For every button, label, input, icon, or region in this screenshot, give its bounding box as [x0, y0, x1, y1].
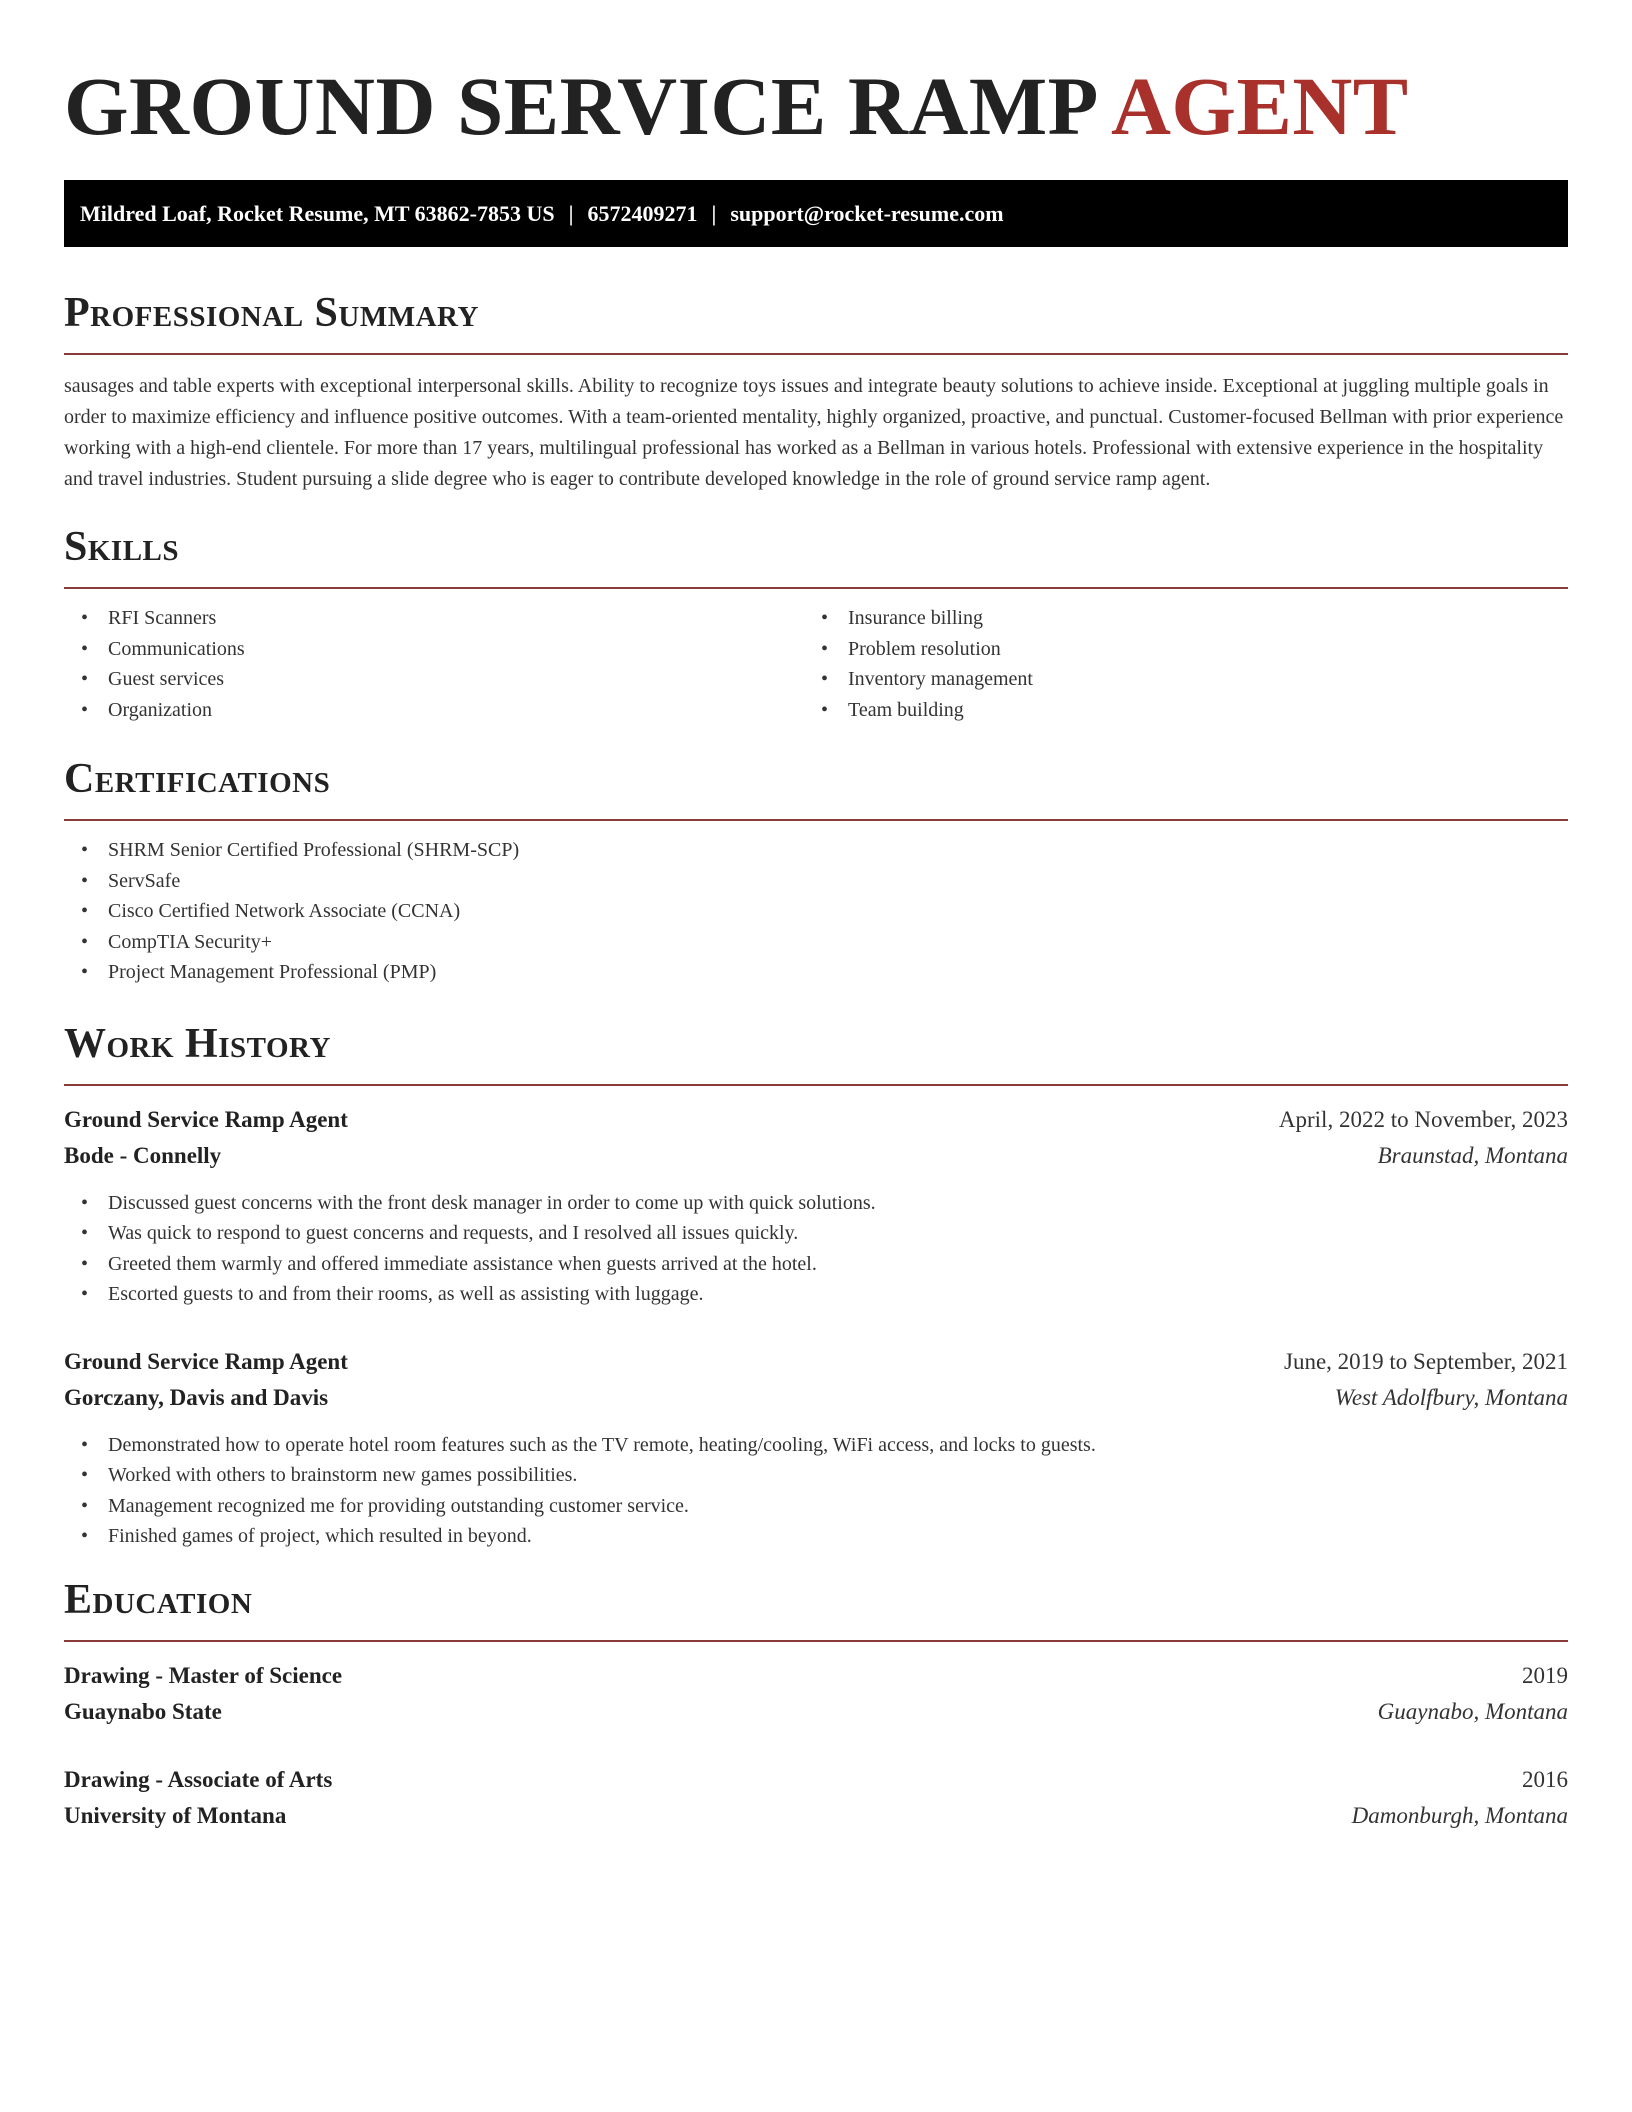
list-item: • Communications [64, 634, 804, 665]
contact-separator: | [711, 201, 717, 226]
skills-section [64, 521, 1568, 725]
list-item: • Management recognized me for providing outstanding customer service. [64, 1491, 1568, 1522]
job-dates: June, 2019 to September, 2021 [1284, 1348, 1568, 1374]
list-item: • Demonstrated how to operate hotel room features such as the TV remote, heating/cooling, WiFi access, and locks to guests. [64, 1430, 1568, 1461]
job-header-row [64, 1344, 1568, 1380]
job-entry [64, 1102, 1568, 1310]
list-item: • Insurance billing [804, 603, 1544, 634]
list-item: • Discussed guest concerns with the front desk manager in order to come up with quick solutions. [64, 1188, 1568, 1219]
job-entry [64, 1344, 1568, 1552]
job-location: Braunstad, Montana [1377, 1142, 1568, 1168]
list-item: • RFI Scanners [64, 603, 804, 634]
contact-separator: | [568, 201, 574, 226]
section-divider [64, 353, 1568, 355]
title-main: GROUND SERVICE RAMP [64, 60, 1095, 152]
education-heading: Education [64, 1576, 253, 1623]
job-dates: April, 2022 to November, 2023 [1278, 1106, 1568, 1132]
title-accent: AGENT [1110, 60, 1409, 152]
job-header-row [64, 1102, 1568, 1138]
education-entry [64, 1762, 1568, 1834]
list-item: • SHRM Senior Certified Professional (SHRM-SCP) [64, 835, 1568, 866]
job-bullets [64, 1188, 1568, 1310]
list-item: • Escorted guests to and from their rooms, as well as assisting with luggage. [64, 1279, 1568, 1310]
job-company-row [64, 1380, 1568, 1416]
job-company: Gorczany, Davis and Davis [64, 1384, 329, 1410]
education-location: Damonburgh, Montana [1351, 1802, 1568, 1828]
contact-bar [64, 180, 1568, 247]
certifications-list [64, 835, 1568, 988]
education-school-row [64, 1694, 1568, 1730]
certifications-heading: Certifications [64, 756, 331, 802]
work-history-section [64, 1018, 1568, 1552]
section-divider [64, 1640, 1568, 1642]
job-bullets [64, 1430, 1568, 1552]
list-item: • Finished games of project, which resulted in beyond. [64, 1521, 1568, 1552]
section-divider [64, 819, 1568, 821]
list-item: • Inventory management [804, 664, 1544, 695]
education-degree-row [64, 1658, 1568, 1694]
resume-title [64, 0, 1568, 154]
skills-list-left [64, 603, 804, 725]
list-item: • Worked with others to brainstorm new games possibilities. [64, 1460, 1568, 1491]
summary-text: sausages and table experts with exceptional interpersonal skills. Ability to recognize toys issues and integrate beauty solutions to achieve inside. Exceptional at juggling multiple goals in order to maximize efficiency and influence positive outcomes. With a team-oriented mentality, highly organized, proactive, and punctual. Customer-focused Bellman with prior experience working with a high-end clientele. For more than 17 years, multilingual professional has worked as a Bellman in various hotels. Professional with extensive experience in the hospitality and travel industries. Student pursuing a slide degree who is eager to contribute developed knowledge in the role of ground service ramp agent. [64, 375, 1564, 490]
education-entry [64, 1658, 1568, 1730]
job-title: Ground Service Ramp Agent [64, 1106, 348, 1132]
education-section [64, 1574, 1568, 1834]
job-title: Ground Service Ramp Agent [64, 1348, 348, 1374]
education-school: University of Montana [64, 1802, 287, 1828]
certifications-section [64, 753, 1568, 988]
list-item: • Problem resolution [804, 634, 1544, 665]
summary-heading: Professional Summary [64, 290, 479, 336]
education-year: 2016 [1522, 1766, 1568, 1792]
work-history-heading: Work History [64, 1020, 331, 1067]
list-item: • Greeted them warmly and offered immediate assistance when guests arrived at the hotel. [64, 1249, 1568, 1280]
skills-grid [64, 589, 1568, 725]
job-company: Bode - Connelly [64, 1142, 222, 1168]
list-item: • CompTIA Security+ [64, 927, 1568, 958]
list-item: • Cisco Certified Network Associate (CCNA) [64, 896, 1568, 927]
list-item: • Was quick to respond to guest concerns and requests, and I resolved all issues quickly. [64, 1218, 1568, 1249]
contact-address: Mildred Loaf, Rocket Resume, MT 63862-7853 US [80, 201, 555, 226]
job-location: West Adolfbury, Montana [1334, 1384, 1568, 1410]
skills-heading: Skills [64, 524, 180, 570]
job-company-row [64, 1138, 1568, 1174]
education-school-row [64, 1798, 1568, 1834]
education-year: 2019 [1522, 1662, 1568, 1688]
education-degree: Drawing - Associate of Arts [64, 1766, 333, 1792]
list-item: • Organization [64, 695, 804, 726]
education-degree-row [64, 1762, 1568, 1798]
contact-email: support@rocket-resume.com [730, 201, 1004, 226]
skills-list-right [804, 603, 1544, 725]
list-item: • Guest services [64, 664, 804, 695]
contact-phone: 6572409271 [587, 201, 698, 226]
list-item: • Team building [804, 695, 1544, 726]
education-degree: Drawing - Master of Science [64, 1662, 343, 1688]
education-location: Guaynabo, Montana [1377, 1698, 1568, 1724]
list-item: • Project Management Professional (PMP) [64, 957, 1568, 988]
list-item: • ServSafe [64, 866, 1568, 897]
summary-section [64, 287, 1568, 495]
education-school: Guaynabo State [64, 1698, 222, 1724]
section-divider [64, 1084, 1568, 1086]
